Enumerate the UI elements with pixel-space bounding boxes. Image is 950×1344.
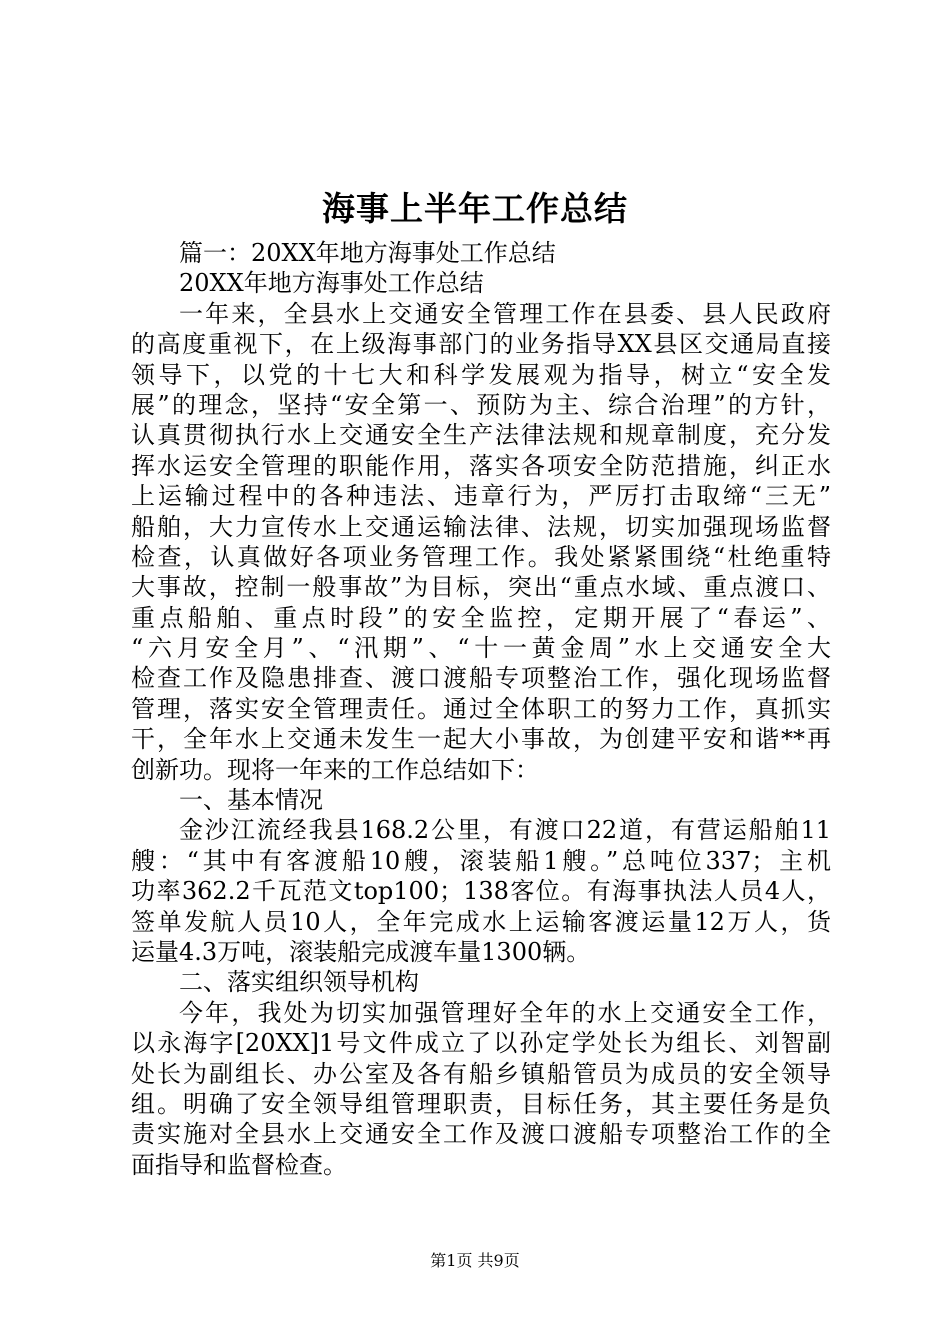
text-line: 大事故，控制一般事故”为目标，突出“重点水域、重点渡口、 [131,573,831,602]
text-line: 展”的理念，坚持“安全第一、预防为主、综合治理”的方针， [131,390,831,419]
text-line: 检查，认真做好各项业务管理工作。我处紧紧围绕“杜绝重特 [131,542,831,571]
document-body [131,238,831,1180]
text-line: 责实施对全县水上交通安全工作及渡口渡船专项整治工作的全 [131,1120,831,1149]
text-line: 运量4.3万吨，滚装船完成渡车量1300辆。 [131,937,591,966]
text-line: 创新功。现将一年来的工作总结如下： [131,755,539,784]
text-line: 挥水运安全管理的职能作用，落实各项安全防范措施，纠正水 [131,451,831,480]
text-line: 管理，落实安全管理责任。通过全体职工的努力工作，真抓实 [131,694,831,723]
text-line: 签单发航人员10人，全年完成水上运输客渡运量12万人，货 [131,907,831,936]
text-line: 一、基本情况 [179,786,323,815]
text-line: 20XX年地方海事处工作总结 [179,269,484,298]
text-line: 组。明确了安全领导组管理职责，目标任务，其主要任务是负 [131,1089,831,1118]
text-line: 上运输过程中的各种违法、违章行为，严厉打击取缔“三无” [131,482,831,511]
text-line: 领导下，以党的十七大和科学发展观为指导，树立“安全发 [131,360,831,389]
text-line: 以永海字[20XX]1号文件成立了以孙定学处长为组长、刘智副 [131,1029,831,1058]
text-line: 一年来，全县水上交通安全管理工作在县委、县人民政府 [179,299,831,328]
text-line: 认真贯彻执行水上交通安全生产法律法规和规章制度，充分发 [131,421,831,450]
page-footer: 第1页 共9页 [430,1251,520,1270]
text-line: 篇一：20XX年地方海事处工作总结 [179,239,556,267]
text-line: 船舶，大力宣传水上交通运输法律、法规，切实加强现场监督 [131,512,831,541]
text-line: 处长为副组长、办公室及各有船乡镇船管员为成员的安全领导 [131,1059,831,1088]
text-line: 检查工作及隐患排查、渡口渡船专项整治工作，强化现场监督 [131,664,831,693]
text-line: 重点船舶、重点时段”的安全监控，定期开展了“春运”、 [131,603,831,632]
text-line: “六月安全月”、“汛期”、“十一黄金周”水上交通安全大 [131,634,831,663]
text-line: 干，全年水上交通未发生一起大小事故，为创建平安和谐**再 [131,725,831,754]
text-line: 面指导和监督检查。 [131,1150,347,1179]
text-line: 艘：“其中有客渡船10艘，滚装船1艘。”总吨位337；主机 [131,846,831,875]
text-line: 今年，我处为切实加强管理好全年的水上交通安全工作， [179,998,831,1027]
page-title: 海事上半年工作总结 [322,189,628,228]
text-line: 的高度重视下，在上级海事部门的业务指导XX县区交通局直接 [131,330,831,359]
text-line: 金沙江流经我县168.2公里，有渡口22道，有营运船舶11 [179,816,831,845]
text-line: 二、落实组织领导机构 [179,968,419,997]
text-line: 功率362.2千瓦范文top100；138客位。有海事执法人员4人， [131,877,831,906]
